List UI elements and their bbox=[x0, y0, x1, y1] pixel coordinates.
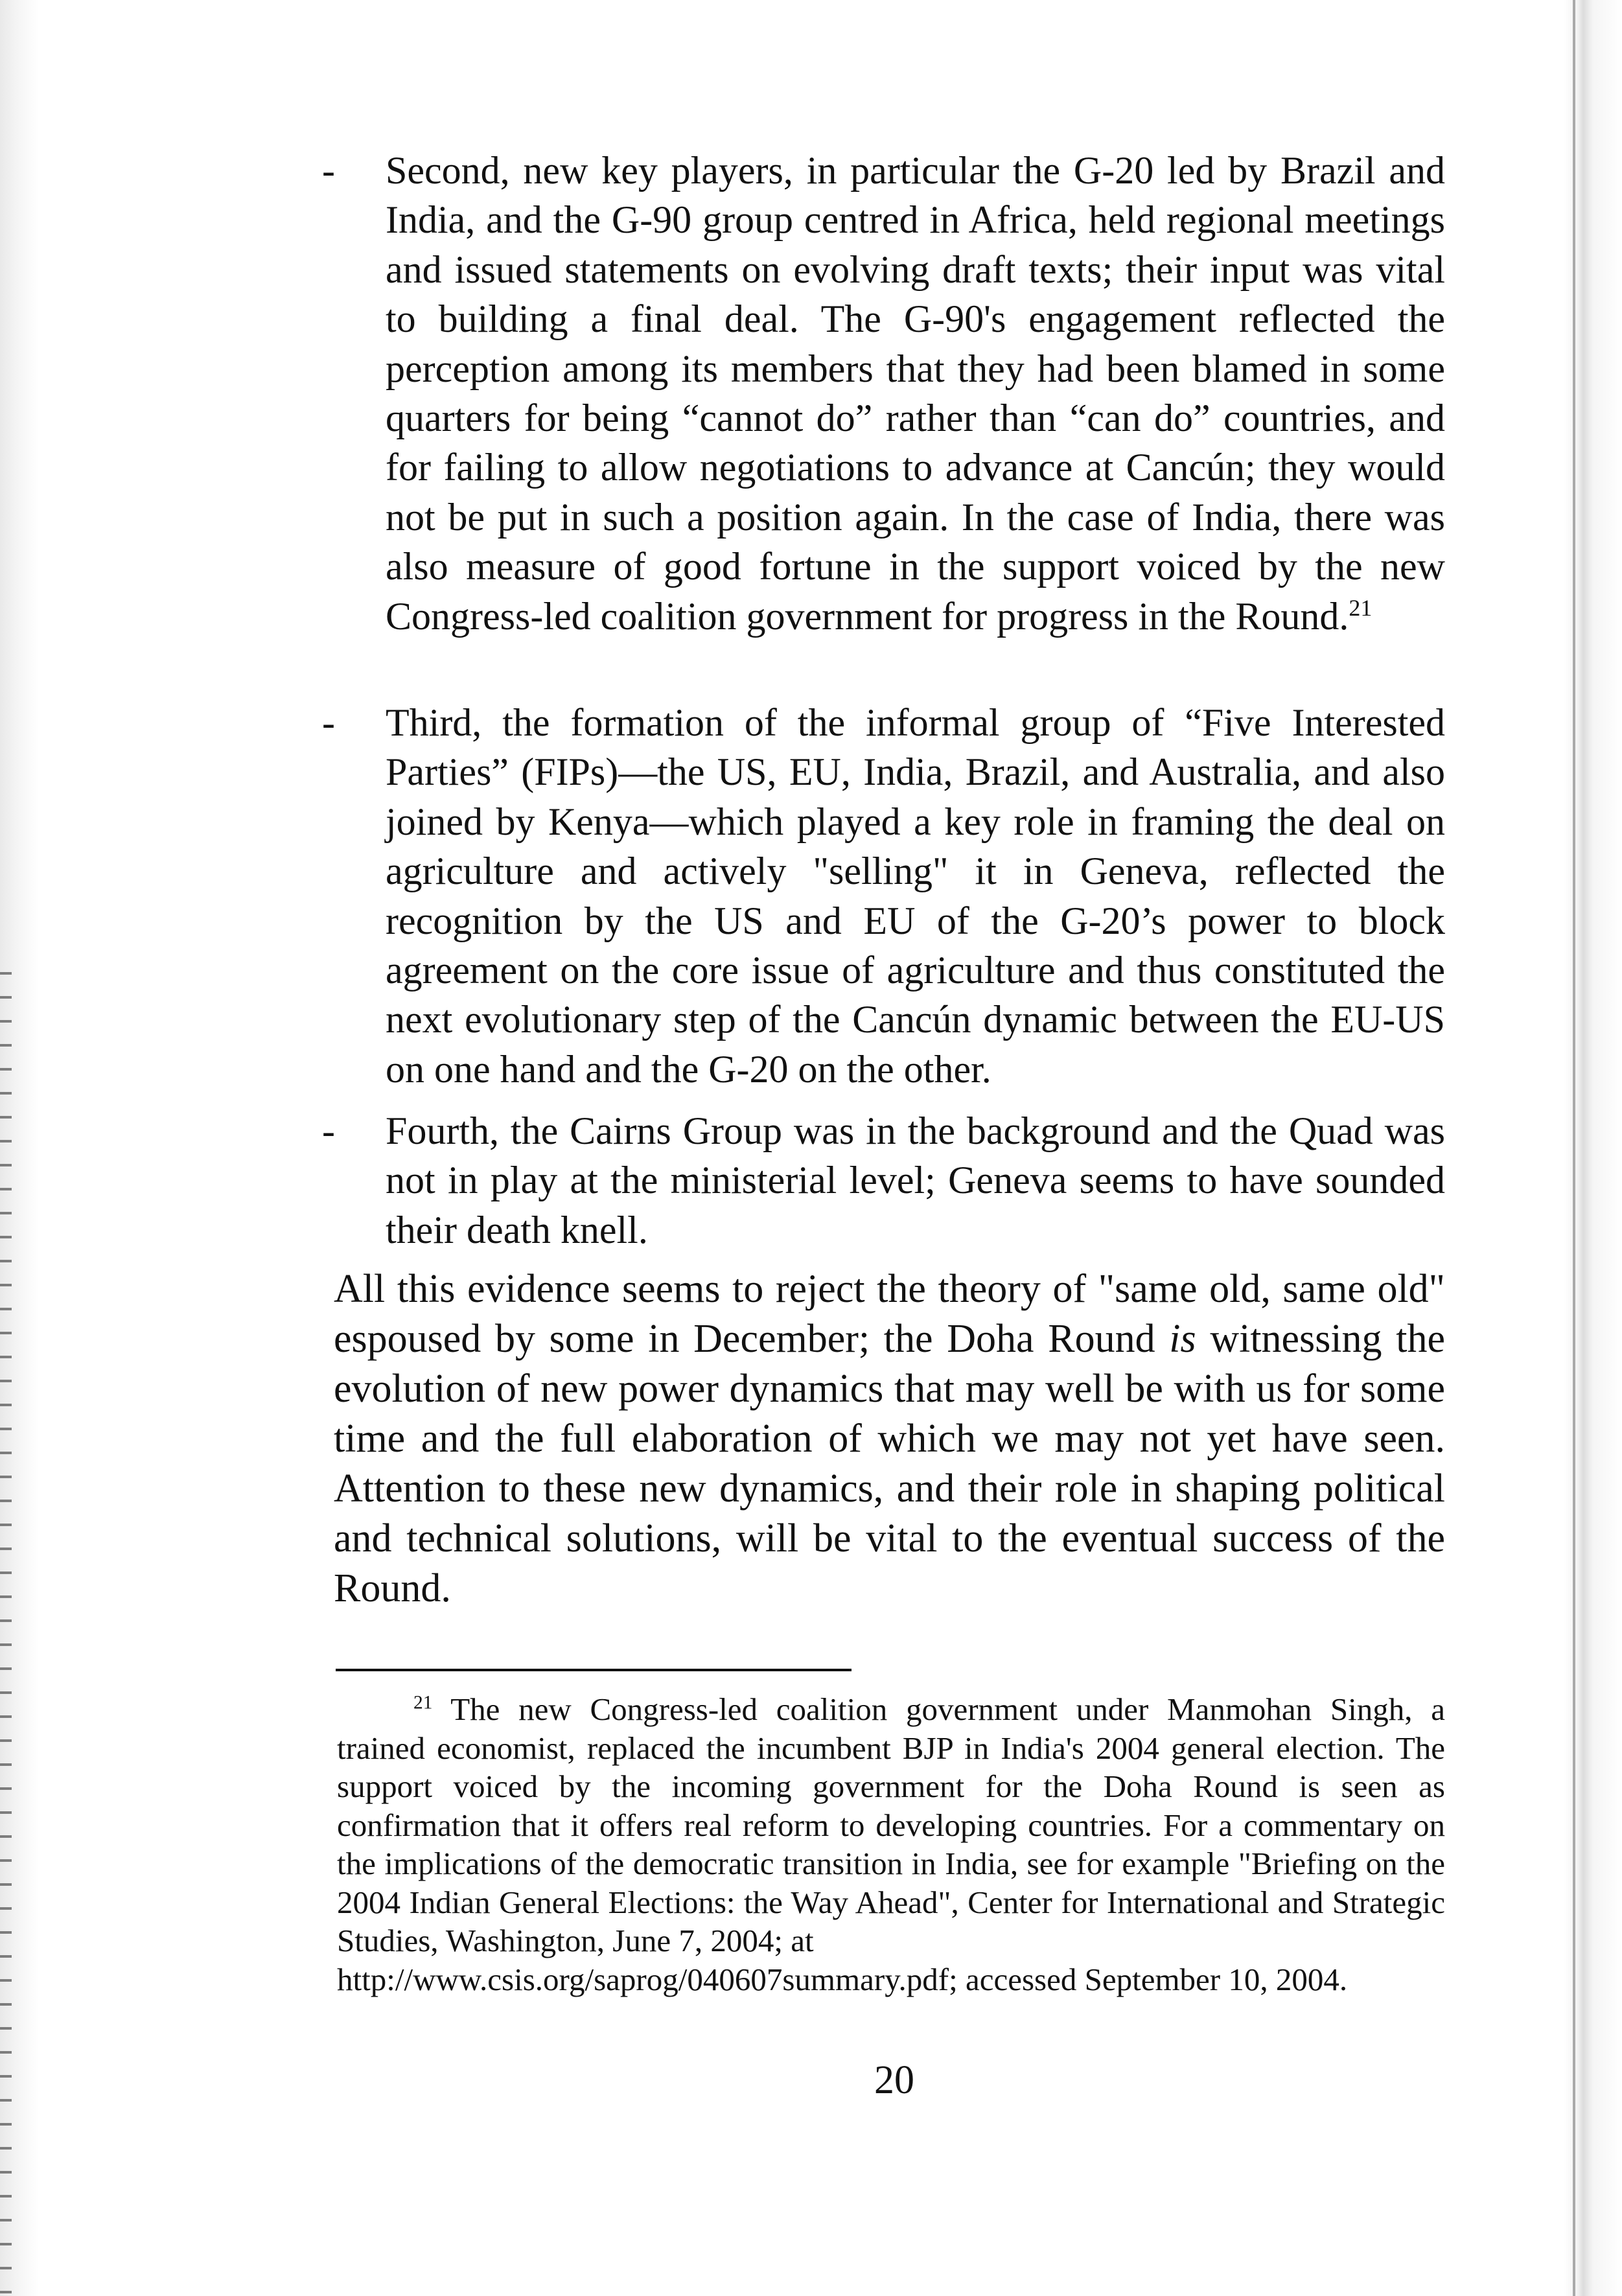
footnote-reference: 21 bbox=[1349, 594, 1373, 621]
bullet-dash: - bbox=[322, 149, 335, 192]
bullet-dash: - bbox=[322, 701, 335, 744]
bullet-item-second bbox=[386, 146, 1445, 641]
paragraph-text-end: witnessing the evolution of new power dynamics that may well be with us for some time and the full elaboration of which we may not yet have seen. Attention to these new dynamics, and their role in shaping political and technical solutions, will be vital to the eventual success of the Round. bbox=[334, 1317, 1445, 1610]
footnote-url-line: http://www.csis.org/saprog/040607summary.pdf; accessed September 10, 2004. bbox=[337, 1961, 1348, 1997]
footnote bbox=[337, 1690, 1445, 1999]
bullet-text: Second, new key players, in particular the G-20 led by Brazil and India, and the G-90 group centred in Africa, held regional meetings and issued statements on evolving draft texts; their input was vital to building a final deal. The G-90's engagement reflected the perception among its members that they had been blamed in some quarters for being “cannot do” rather than “can do” countries, and for failing to allow negotiations to advance at Cancún; they would not be put in such a position again. In the case of India, there was also measure of good fortune in the support voiced by the new Congress-led coalition government for progress in the Round. bbox=[386, 149, 1445, 638]
paragraph-emphasis: is bbox=[1169, 1317, 1196, 1361]
body-paragraph bbox=[334, 1264, 1445, 1614]
footnote-number: 21 bbox=[413, 1692, 433, 1713]
bullet-item-fourth bbox=[386, 1106, 1445, 1255]
paragraph-text-start: All this evidence seems to reject the theory of "same old, same old" espoused by some in December; the Doha Round bbox=[334, 1267, 1445, 1361]
footnote-text: The new Congress-led coalition government under Manmohan Singh, a trained economist, replaced the incumbent BJP in India's 2004 general election. The support voiced by the incoming government for the Doha Round is seen as confirmation that it offers real reform to developing countries. For a commentary on the implications of the democratic transition in India, see for example "Briefing on the 2004 Indian General Elections: the Way Ahead", Center for International and Strategic Studies, Washington, June 7, 2004; at bbox=[337, 1691, 1445, 1958]
bullet-dash: - bbox=[322, 1109, 335, 1152]
bullet-text: Third, the formation of the informal group of “Five Interested Parties” (FIPs)—the US, EU, India, Brazil, and Australia, and also joined by Kenya—which played a key role in framing the deal on agriculture and actively "selling" it in Geneva, reflected the recognition by the US and EU of the G-20’s power to block agreement on the core issue of agriculture and thus constituted the next evolutionary step of the Cancún dynamic between the EU-US on one hand and the G-20 on the other. bbox=[386, 701, 1445, 1091]
footnote-separator bbox=[336, 1669, 852, 1671]
page-number: 20 bbox=[874, 2058, 914, 2102]
bullet-item-third bbox=[386, 698, 1445, 1094]
bullet-text: Fourth, the Cairns Group was in the background and the Quad was not in play at the ministerial level; Geneva seems to have sounded their death knell. bbox=[386, 1109, 1445, 1251]
